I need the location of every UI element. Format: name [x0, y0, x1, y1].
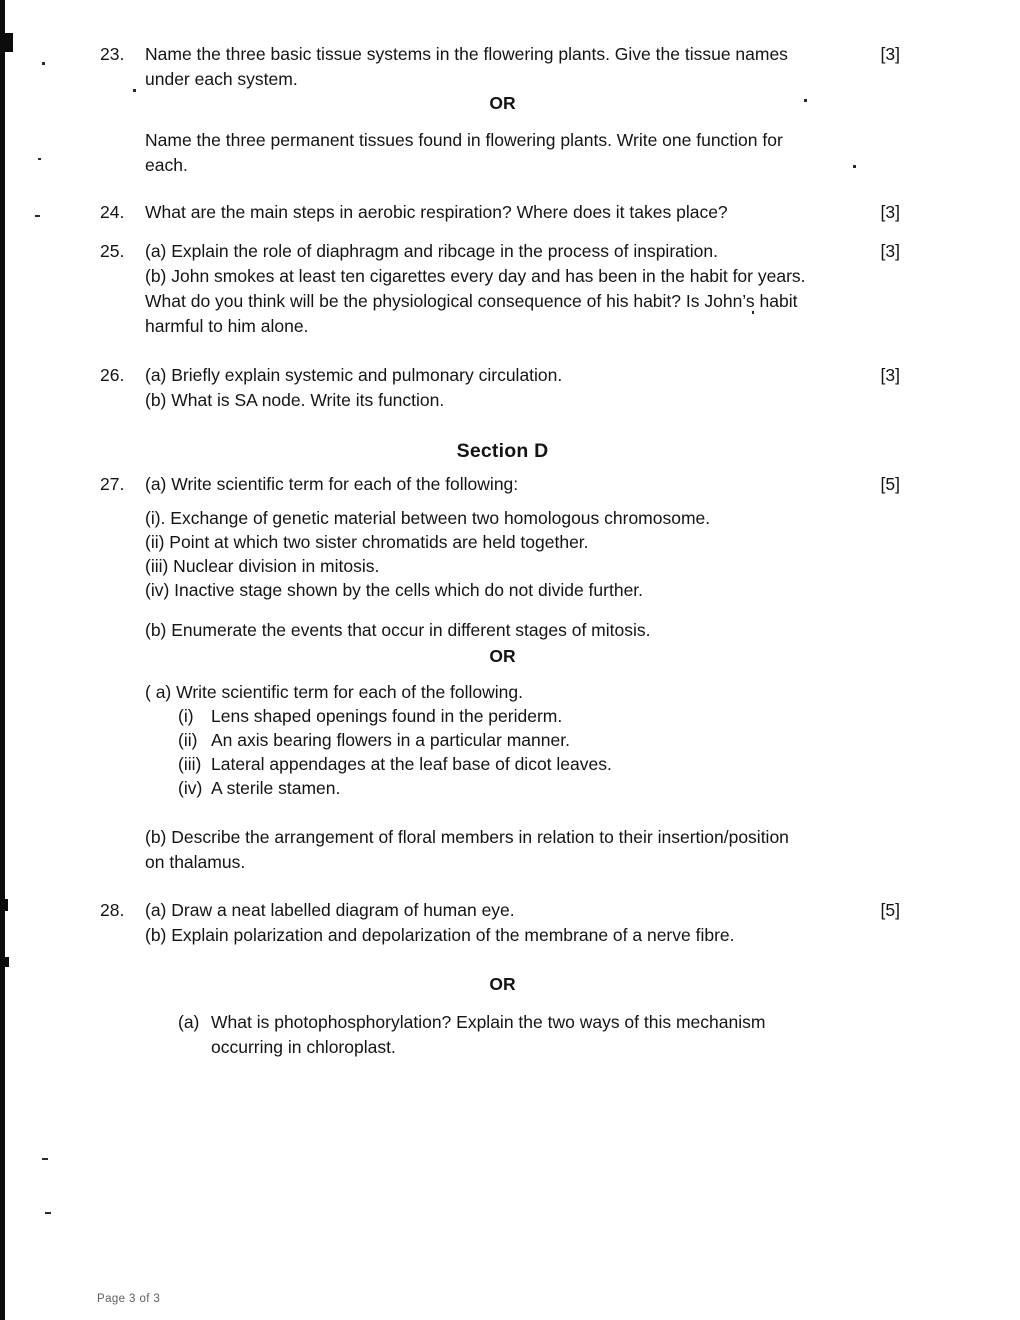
- list-item-text: What is photophosphorylation? Explain the two ways of this mechanism: [211, 1012, 766, 1032]
- scan-speck: [42, 62, 45, 65]
- or-separator: OR: [489, 93, 516, 113]
- question-23-or: [100, 128, 900, 178]
- question-27: [100, 472, 900, 497]
- list-item-text: A sterile stamen.: [211, 778, 341, 798]
- scan-speck: [42, 1158, 48, 1160]
- list-item: [178, 776, 900, 800]
- question-27-or-part-a: [100, 680, 900, 705]
- question-text-line: harmful to him alone.: [145, 316, 309, 336]
- question-number: 23.: [100, 44, 125, 64]
- question-text-line: What are the main steps in aerobic respiration? Where does it takes place?: [145, 202, 728, 222]
- scan-speck: [45, 1212, 51, 1214]
- question-text-line: (a) Explain the role of diaphragm and ribcage in the process of inspiration.: [145, 241, 718, 261]
- list-item-label: (iii): [178, 754, 202, 774]
- question-24: [100, 200, 900, 225]
- scan-speck: [35, 215, 40, 217]
- question-text-line: Name the three permanent tissues found in flowering plants. Write one function for: [145, 130, 783, 150]
- section-heading: Section D: [456, 440, 549, 462]
- list-item: [178, 704, 900, 728]
- marks-badge: [5]: [880, 900, 900, 920]
- question-27-part-b: [100, 618, 900, 643]
- question-28: [100, 898, 900, 948]
- list-item-text: Lens shaped openings found in the periderm.: [211, 706, 563, 726]
- question-text-line: occurring in chloroplast.: [211, 1037, 396, 1057]
- question-26: [100, 363, 900, 413]
- question-text-line: (a) Draw a neat labelled diagram of human eye.: [145, 900, 515, 920]
- scan-edge-blob: [0, 33, 13, 52]
- scan-speck: [38, 158, 41, 160]
- scan-edge-blob: [0, 899, 8, 911]
- question-text-line: (b) What is SA node. Write its function.: [145, 390, 445, 410]
- list-item: (iv) Inactive stage shown by the cells which do not divide further.: [145, 580, 644, 600]
- question-text-line: (b) Enumerate the events that occur in different stages of mitosis.: [145, 620, 651, 640]
- question-text-line: (b) John smokes at least ten cigarettes every day and has been in the habit for years.: [145, 266, 806, 286]
- list-item-label: (i): [178, 706, 194, 726]
- page-footer: Page 3 of 3: [97, 1293, 161, 1305]
- marks-badge: [5]: [880, 474, 900, 494]
- list-item: [178, 728, 900, 752]
- marks-badge: [3]: [880, 202, 900, 222]
- question-text-line: under each system.: [145, 69, 298, 89]
- list-item: (ii) Point at which two sister chromatids are held together.: [145, 532, 589, 552]
- list-item-label: (ii): [178, 730, 198, 750]
- list-item-text: Lateral appendages at the leaf base of dicot leaves.: [211, 754, 612, 774]
- list-item: [178, 752, 900, 776]
- question-text-line: ( a) Write scientific term for each of the following.: [145, 682, 524, 702]
- list-item-label: (a): [178, 1012, 200, 1032]
- scan-edge-blob: [0, 957, 9, 967]
- question-text-line: [178, 1010, 900, 1035]
- question-25: [100, 239, 900, 339]
- marks-badge: [3]: [880, 365, 900, 385]
- question-text-line: (a) Briefly explain systemic and pulmonary circulation.: [145, 365, 563, 385]
- question-text-line: each.: [145, 155, 188, 175]
- list-item: (iii) Nuclear division in mitosis.: [145, 556, 380, 576]
- marks-badge: [3]: [880, 44, 900, 64]
- question-number: 26.: [100, 365, 125, 385]
- question-text-line: Name the three basic tissue systems in the flowering plants. Give the tissue names: [145, 44, 788, 64]
- question-27-or-part-b: [100, 825, 900, 875]
- question-27-or-items: [100, 704, 900, 800]
- question-number: 25.: [100, 241, 125, 261]
- or-separator: OR: [489, 646, 516, 666]
- question-text-line: What do you think will be the physiological consequence of his habit? Is John’s habit: [145, 291, 798, 311]
- scan-edge-artifact: [0, 0, 5, 1320]
- list-item: (i). Exchange of genetic material between two homologous chromosome.: [145, 508, 711, 528]
- marks-badge: [3]: [880, 241, 900, 261]
- question-28-or-part-a: [100, 1010, 900, 1060]
- or-separator: OR: [489, 974, 516, 994]
- question-27-items: [100, 506, 900, 602]
- question-23: [100, 42, 900, 92]
- list-item-text: An axis bearing flowers in a particular manner.: [211, 730, 570, 750]
- question-text-line: on thalamus.: [145, 852, 246, 872]
- question-text-line: (b) Explain polarization and depolarization of the membrane of a nerve fibre.: [145, 925, 735, 945]
- question-text-line: (b) Describe the arrangement of floral members in relation to their insertion/position: [145, 827, 789, 847]
- list-item-label: (iv): [178, 778, 203, 798]
- question-number: 28.: [100, 900, 125, 920]
- question-number: 24.: [100, 202, 125, 222]
- question-number: 27.: [100, 474, 125, 494]
- question-text-line: (a) Write scientific term for each of the following:: [145, 474, 519, 494]
